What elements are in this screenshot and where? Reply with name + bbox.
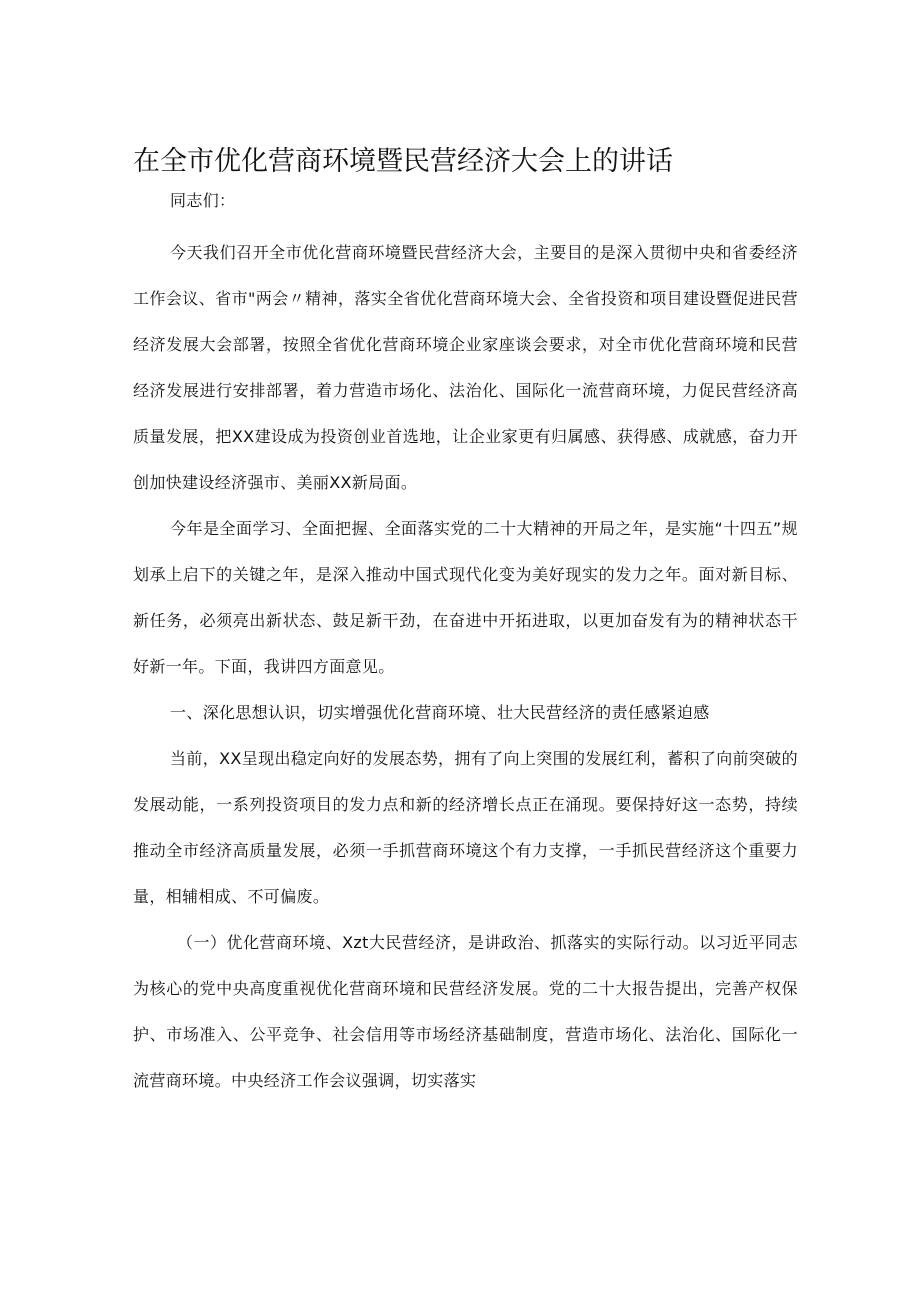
- section-heading: 一、深化思想认识，切实增强优化营商环境、壮大民营经济的责任感紧迫感: [170, 703, 710, 722]
- document-body: [133, 178, 798, 1104]
- document-title: 在全市优化营商环境暨民营经济大会上的讲话: [133, 146, 673, 177]
- subsection-paragraph: （一）优化营商环境、Xzt大民营经济，是讲政治、抓落实的实际行动。以习近平同志为核心的党中央高度重视优化营商环境和民营经济发展。党的二十大报告提出，完善产权保护、市场准入、公平竞争、社会信用等市场经济基础制度，营造市场化、法治化、国际化一流营商环境。中央经济工作会议强调，切实落实: [133, 933, 798, 1090]
- paragraph-intro: 今天我们召开全市优化营商环境暨民营经济大会，主要目的是深入贯彻中央和省委经济工作会议、省市"两会〃精神，落实全省优化营商环境大会、全省投资和项目建设暨促进民营经济发展大会部署，按照全省优化营商环境企业家座谈会要求，对全市优化营商环境和民营经济发展进行安排部署，着力营造市场化、法治化、国际化一流营商环境，力促民营经济高质量发展，把XX建设成为投资创业首选地，让企业家更有归属感、获得感、成就感，奋力开创加快建设经济强市、美丽XX新局面。: [133, 243, 798, 492]
- salutation: 同志们：: [170, 191, 236, 210]
- section-paragraph: 当前，XX呈现出稳定向好的发展态势，拥有了向上突围的发展红利，蓄积了向前突破的发展动能，一系列投资项目的发力点和新的经济增长点正在涌现。要保持好这一态势，持续推动全市经济高质量发展，必须一手抓营商环境这个有力支撑，一手抓民营经济这个重要力量，相辅相成、不可偏废。: [133, 749, 798, 906]
- paragraph-context: 今年是全面学习、全面把握、全面落实党的二十大精神的开局之年，是实施“十四五”规划承上启下的关键之年，是深入推动中国式现代化变为美好现实的发力之年。面对新目标、新任务，必须亮出新状态、鼓足新干劲，在奋进中开拓进取，以更加奋发有为的精神状态干好新一年。下面，我讲四方面意见。: [133, 519, 798, 676]
